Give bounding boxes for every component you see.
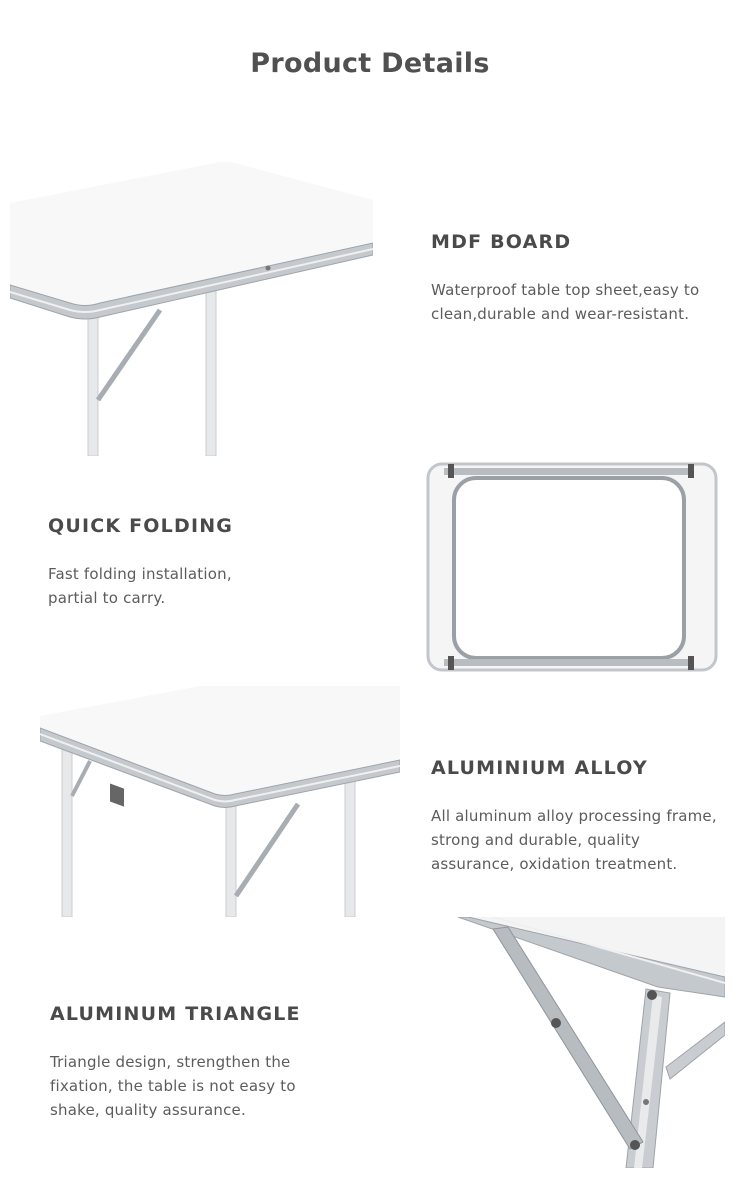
feature-title-quick-folding: QUICK FOLDING xyxy=(48,515,234,537)
page-title: Product Details xyxy=(250,48,490,79)
feature-title-mdf-board: MDF BOARD xyxy=(431,231,572,253)
feature-description-mdf-board: Waterproof table top sheet,easy to clean,durable and wear-resistant. xyxy=(431,281,700,323)
feature-description-aluminium-alloy: All aluminum alloy processing frame, strong and durable, quality assurance, oxidation treatment. xyxy=(431,807,717,873)
triangle-bracket-photo xyxy=(398,917,725,1168)
feature-description-aluminum-triangle: Triangle design, strengthen the fixation, the table is not easy to shake, quality assurance. xyxy=(50,1053,296,1119)
feature-title-aluminum-triangle: ALUMINUM TRIANGLE xyxy=(50,1003,301,1025)
table-top-photo xyxy=(10,155,373,456)
aluminium-frame-photo xyxy=(40,686,400,917)
feature-title-aluminium-alloy: ALUMINIUM ALLOY xyxy=(431,757,648,779)
feature-description-quick-folding: Fast folding installation, partial to carry. xyxy=(48,565,232,607)
folded-table-photo xyxy=(426,462,718,672)
